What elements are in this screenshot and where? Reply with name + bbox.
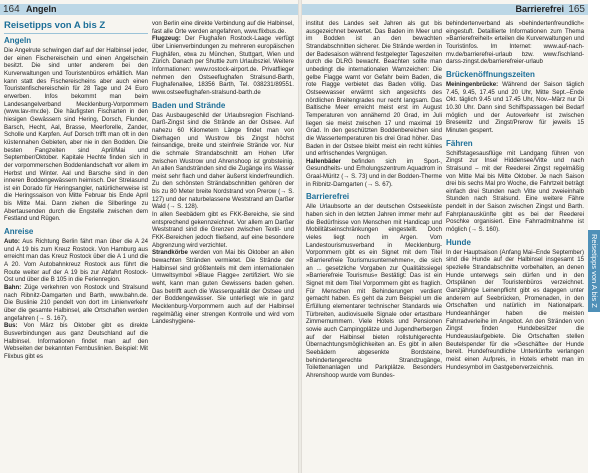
text-hallenbaeder: befinden sich im Sport-, Gesundheits- und Erholungszentrum Aquadrom in Graal-Müritz (→ S. 73) und in der Bodden-Therme in Ribnitz-Damgarten (→ S. 67).	[306, 157, 442, 188]
label-bus: Bus:	[4, 322, 18, 330]
chapter-title: Reisetipps von A bis Z	[4, 20, 148, 34]
left-page	[0, 0, 298, 473]
right-page	[302, 0, 588, 473]
text-intro-col4: behindertenverband als »behindertenfreundlich« eingestuft. Detaillierte Informationen zum Thema »Barrierefreiheit« erteilen die Kurverwaltungen und Touristinfos. Im Internet: www.auf-nach-mv.de/barrierefrei-urlaub bzw. www.fischland-darss-zingst.de/barrierefreier-urlaub	[446, 20, 584, 66]
paragraph-hallenbaeder	[306, 158, 442, 189]
column-1	[4, 20, 148, 361]
text-hunde: In der Hauptsaison (Anfang Mai–Ende September) sind die Hunde auf der Halbinsel insgesamt 15 spezielle Strandabschnitte vorbehalten, an denen Hunde unterwegs sein dürfen und in den Ortsplänen der Touristenbüros verzeichnet. Ganzjährige Leinenpflicht gibt es dagegen unter anderem auf Seebrücken, Promenaden, in den Ortschaften und natürlich im Nationalpark. Hundeanhänger haben die meisten Fahrradverleihe im Angebot. An den Stränden von Zingst finden Hundebesitzer die Hundeauslaufgebiete. Die Ortschaften stellen Beutelspender für die »Geschäfte« der Hunde bereit. Hundefreundliche Unterkünfte verlangen meist einen Aufpreis, in Hotels erhebt man im Hundesymbol im Gastgeberverzeichnis.	[446, 248, 584, 371]
label-meiningenbruecke: Meiningenbrücke:	[446, 80, 499, 88]
heading-faehren: Fähren	[446, 138, 473, 148]
paragraph-flugzeug	[152, 35, 294, 96]
label-strandkoerbe: Strandkörbe	[152, 249, 188, 257]
heading-angeln: Angeln	[4, 36, 32, 45]
heading-baden: Baden und Strände	[152, 100, 226, 110]
paragraph-bruecken	[446, 81, 584, 135]
heading-bruecken: Brückenöffnungszeiten	[446, 69, 535, 79]
running-head: Barrierefrei	[515, 4, 564, 14]
heading-anreise: Anreise	[4, 227, 34, 237]
paragraph-bahn	[4, 284, 148, 322]
text-auto: Aus Richtung Berlin fährt man über die A 24 und A 19 bis zum Kreuz Rostock. Von Hamburg aus erreicht man das Kreuz Rostock über die A 1 und die A 20. Vom Autobahnkreuz Rostock aus führt die Route weiter auf der A 19 bis zur Abfahrt Rostock-Ost und über die B 105 in die Ferienregion.	[4, 238, 148, 284]
running-head: Angeln	[26, 4, 57, 14]
page-number: 165	[568, 4, 585, 15]
label-auto: Auto:	[4, 238, 20, 246]
text-bus: Von März bis Oktober gibt es direkte Busverbindungen aus ganz Deutschland auf die Halbinsel. Informationen findet man auf den Webseiten der bekannten Fernbuslinien. Beispiel: Mit Flixbus gibt es	[4, 322, 148, 360]
thumb-index-label: Reisetipps von A bis Z	[590, 234, 599, 308]
text-intro-col2: von Berlin eine direkte Verbindung auf die Halbinsel, fast alle Orte werden angefahren, www.flixbus.de.	[152, 20, 294, 35]
text-barrierefrei: Alle Urlaubsorte an der deutschen Ostseeküste haben sich in den letzten Jahren immer mehr auf die Bedürfnisse von Menschen mit Handicap und Mobilitätseinschränkungen eingestellt. Doch vieles liegt noch im Argen. Vom Landestourismusverband in Mecklenburg-Vorpommern gibt es ein Signet mit dem Titel »Barrierefreie Tourismusunternehmen«, die sich an ... gesetzliche Vorgaben zur Qualitätssiegel »Barrierefreie Tourismus« Bestätigt: Das ist ein Signet mit dem Titel Vorpommern gibt es fraglich. Für Menschen mit Behinderungen verdient gemacht haben. Es geht da zum Beispiel um die Erfüllung elementarer technischer Standards wie Türbreiten, audiovisuelle Signale oder ertastbare Zimmernummern. Viele Hotels und Pensionen sowie auch Campingplätze und Jugendherbergen auf der Halbinsel bieten rollstuhlgerechte Übernachtungsmöglichkeiten an. Es gibt in allen Seebädern abgesenkte Bordsteine, behindertengerechte Strandzugänge, Toilettenanlagen und Parkplätze. Besonders Ahrenshoop wurde vom Bundes-	[306, 203, 442, 379]
column-4	[446, 20, 584, 371]
column-2	[152, 20, 294, 326]
column-3	[306, 20, 442, 380]
label-bahn: Bahn:	[4, 284, 22, 292]
text-fkk: In allen Seebädern gibt es FKK-Bereiche, sie sind entsprechend gekennzeichnet. Vor allem am Darßer Weststrand sind die Grenzen zwischen Textil- und FKK-Bereichen jedoch fließend, auf eine besondere Abgrenzung wird verzichtet.	[152, 211, 294, 249]
paragraph-auto	[4, 238, 148, 284]
text-faehren: Schiffstagesausflüge mit Landgang führen von Zingst zur Insel Hiddensee/Vitte und nach Stralsund – mit der Reederei Zingst regelmäßig von Mitte Mai bis Mitte Oktober. Je nach Saison drei bis sechs Mal pro Woche, die Fahrtzeit beträgt einfach drei Stunden nach Vitte und zweieinhalb Stunden nach Stralsund. Eine weitere Fähre pendelt in der Saison zwischen Zingst und Barth. Fahrplanauskünfte gibt es bei der Reederei Poschke organisiert. Eine Fahrradmitnahme ist möglich (→ S. 160).	[446, 149, 584, 234]
heading-barrierefrei: Barrierefrei	[306, 192, 350, 202]
text-baden: Das Ausbaugeschild der Urlaubsregion Fischland-Darß-Zingst sind die Strände an der Ostsee. Auf nahezu 60 Kilometern Länge findet man von Dierhagen und Wustrow bis Zingst höchst feinsandige, breite und steinfreie Strände vor. Nur die schmale Strandabschnitt am Hohen Ufer zwischen Wustrow und Ahrenshoop ist grobsteinig. An allen Sandstränden sind die Zugänge ins Wasser meist sehr flach und daher äußerst kinderfreundlich. Zu den schönsten Strändabschnitten gehören der bis zu 80 Meter breite Nordstrand von Prerow (→ S. 127) und der naturbelassene Weststrand am Darßer Wald (→ S. 128).	[152, 111, 294, 211]
paragraph-bus	[4, 322, 148, 360]
text-flugzeug: Der Flughafen Rostock-Laage verfügt über Linienverbindungen zu mehreren europäischen Flughäfen, etwa zu München, Stuttgart, Wien und Zürich. Danach per Shuttle zum Urlaubsziel. Weitere Informationen: www.rostock-airport.de. Privatflieger nehmen den Ostseeflughafen Stralsund-Barth, Flughafenallee, 18356 Barth, Tel. 038231/89551. www.ostseeflughafen-stralsund-barth.de	[152, 35, 294, 96]
text-angeln: Die Angelrute schwingen darf auf der Halbinsel jeder, der einen Fischereischein und einen Angelschein besitzt. Die sind unter anderem bei den Kurverwaltungen und Touristenbüros erhältlich. Man kann statt des Fischereischeins aber auch einen Touristenfischereischein für 28 Tage und 24 Euro erwerben. Infos bekommt man beim Landesangelverband Mecklenburg-Vorpommern (www.lav-mv.de). Die häufigsten Fischarten in den hiesigen Gewässern sind Hering, Dorsch, Flunder, Barsch, Hecht, Aal, Brasse, Meerforelle, Zander, Scholle und Karpfen. Auf Dorsch trifft man oft in den küstennahen Gebieten, aber nie in den Bodden. Die besten Fangzeiten sind April/Mai und September/Oktober. Kapitale Hechte finden sich in der vorpommerschen Boddenlandschaft vor allem im Herbst und Winter. Aal und Barsche sind in den inneren Boddengewässern heimisch. Der Strelasund ist ein Dorado für Heringsangler, natürlicherweise ist die Heringssaison von Mitte Februar bis Ende April bis Mitte Mai. Dann ziehen die Silberlinge zu Abertausenden durch die Engstelle zwischen dem Festland und Rügen.	[4, 47, 148, 223]
heading-hunde: Hunde	[446, 237, 471, 247]
paragraph-strandkoerbe	[152, 249, 294, 326]
page-number: 164	[3, 4, 20, 15]
text-strandkoerbe: werden von Mai bis Oktober an allen bewachten Stränden vermietet. Die Strände der Halbinsel sind größtenteils mit dem internationalen Umweltsymbol »Blaue Flagge« zertifiziert. Wo sie weht, kann man guten Gewissens baden gehen. Das betrifft auch die Wasserqualität der Ostsee und der Boddengewässer. Sie unterliegt wie in ganz Mecklenburg-Vorpommern auch auf der Halbinsel regelmäßig einer strengen Kontrolle und wird vom Landeshygiene-	[152, 249, 294, 326]
text-bahn: Züge verkehren von Rostock und Stralsund nach Ribnitz-Damgarten und Barth, www.bahn.de. Die Buslinie 210 pendelt von dort im Linienverkehr über die gesamte Halbinsel, alle Ortschaften werden angefahren (→ S. 167).	[4, 284, 148, 322]
label-hallenbaeder: Hallenbäder	[306, 157, 341, 165]
text-intro-col3: institut des Landes seit Jahren als gut bis ausgezeichnet bewertet. Das Baden im Meer und im Bodden ist an den bewachten Strandabschnitten sicherer. Die Strände werden in der Badesaison während festgelegter Tageszeiten durch die DLRG bewacht. Beachten sollte man unbedingt die internationalen Warnzeichen: Die gelbe Flagge warnt vor Gefahr beim Baden, die rote Flagge verbietet das Baden völlig. Das Ostseewasser erwärmt sich angesichts des nördlichen Breitengrades nur recht langsam. Das Baltische Meer erreicht meist erst im August Temperaturen von annähernd 20 Grad, im Juli liegen sie meist zwischen 17 und maximal 19 Grad. In den geschützten Boddenbereichen sind die Wassertemperaturen bis drei Grad höher. Das Baden in der Ostsee bleibt meist ein recht kühles und erfrischendes Vergnügen.	[306, 20, 442, 158]
text-bruecken: Während der Saison täglich 7.45, 9.45, 17.45 und 20 Uhr, Mitte Sept.–Ende Okt. täglich 9.45 und 17.45 Uhr, Nov.–März nur Di 10.30 Uhr. Dann sind Schiffspassagen bei Bedarf möglich und der Autoverkehr ist zwischen Bresewitz und Zingst/Prerow für jeweils 15 Minuten gesperrt.	[446, 80, 584, 134]
label-flugzeug: Flugzeug:	[152, 35, 181, 43]
